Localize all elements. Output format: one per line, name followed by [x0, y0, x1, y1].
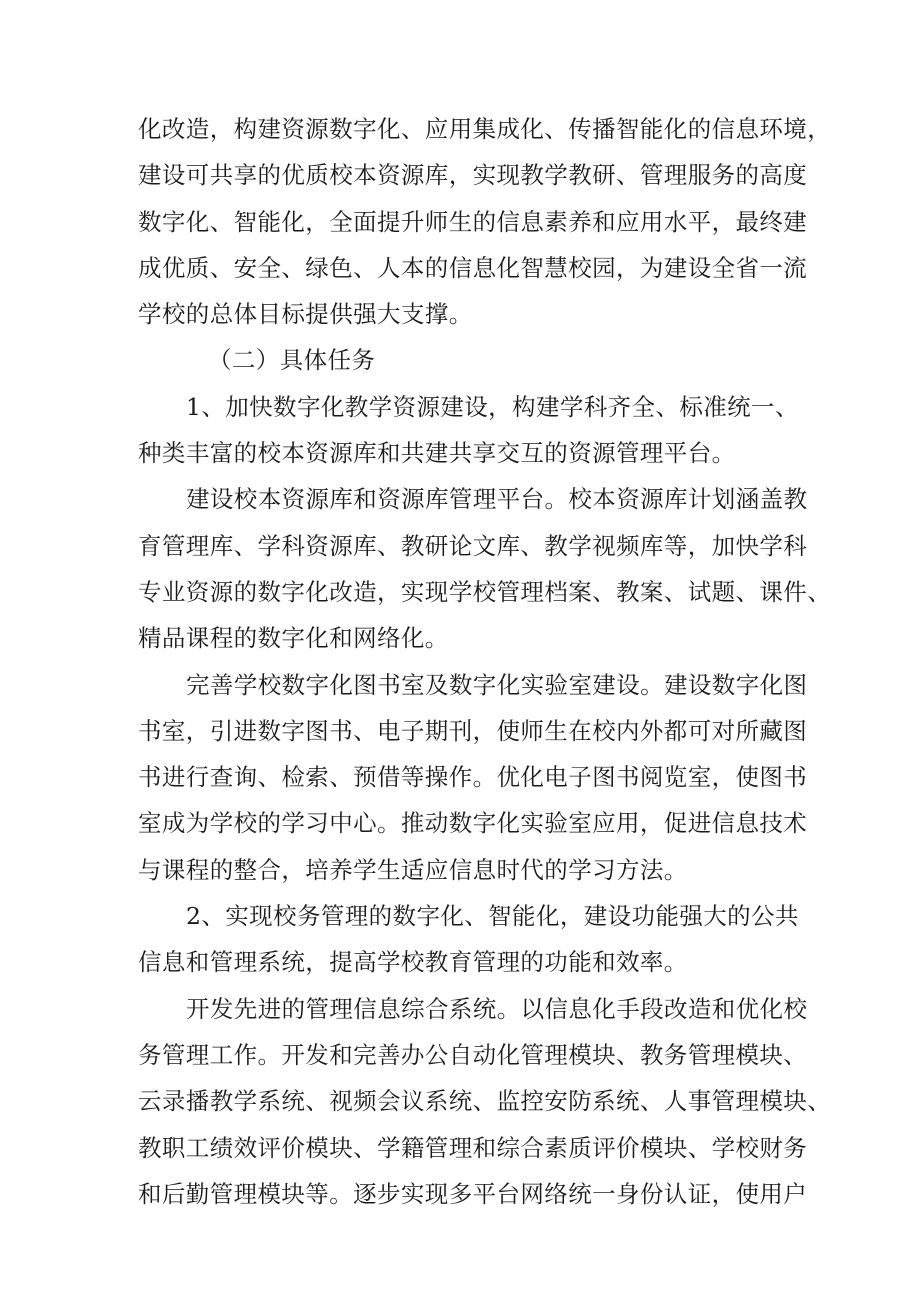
- text-line: 室成为学校的学习中心。推动数字化实验室应用，促进信息技术: [138, 809, 808, 838]
- paragraph-start: 建设校本资源库和资源库管理平台。校本资源库计划涵盖教: [186, 485, 808, 514]
- text-line: 书室，引进数字图书、电子期刊，使师生在校内外都可对所藏图: [138, 716, 808, 745]
- text-line: 信息和管理系统，提高学校教育管理的功能和效率。: [138, 948, 688, 977]
- text-line: 成优质、安全、绿色、人本的信息化智慧校园，为建设全省一流: [138, 253, 808, 282]
- section-heading: （二）具体任务: [208, 346, 376, 375]
- paragraph-start: 开发先进的管理信息综合系统。以信息化手段改造和优化校: [186, 994, 808, 1023]
- text-line: 与课程的整合，培养学生适应信息时代的学习方法。: [138, 855, 688, 884]
- text-line: 化改造，构建资源数字化、应用集成化、传播智能化的信息环境，: [138, 115, 832, 143]
- text-line: 精品课程的数字化和网络化。: [138, 624, 449, 653]
- text-line: 学校的总体目标提供强大支撑。: [138, 300, 473, 329]
- task-heading: 2、实现校务管理的数字化、智能化，建设功能强大的公共: [186, 902, 799, 931]
- text-line: 专业资源的数字化改造，实现学校管理档案、教案、试题、课件、: [138, 577, 832, 606]
- text-line: 书进行查询、检索、预借等操作。优化电子图书阅览室，使图书: [138, 763, 808, 792]
- text-line: 云录播教学系统、视频会议系统、监控安防系统、人事管理模块、: [138, 1087, 832, 1116]
- paragraph-start: 完善学校数字化图书室及数字化实验室建设。建设数字化图: [186, 670, 808, 699]
- text-line: 数字化、智能化，全面提升师生的信息素养和应用水平，最终建: [138, 207, 808, 236]
- text-line: 种类丰富的校本资源库和共建共享交互的资源管理平台。: [138, 439, 736, 468]
- text-line: 建设可共享的优质校本资源库，实现教学教研、管理服务的高度: [138, 161, 808, 190]
- text-line: 和后勤管理模块等。逐步实现多平台网络统一身份认证，使用户: [138, 1179, 808, 1208]
- text-line: 务管理工作。开发和完善办公自动化管理模块、教务管理模块、: [138, 1040, 808, 1069]
- task-heading: 1、加快数字化教学资源建设，构建学科齐全、标准统一、: [186, 392, 799, 421]
- document-body: [138, 106, 832, 1217]
- text-line: 育管理库、学科资源库、教研论文库、教学视频库等，加快学科: [138, 531, 808, 560]
- text-line: 教职工绩效评价模块、学籍管理和综合素质评价模块、学校财务: [138, 1133, 808, 1162]
